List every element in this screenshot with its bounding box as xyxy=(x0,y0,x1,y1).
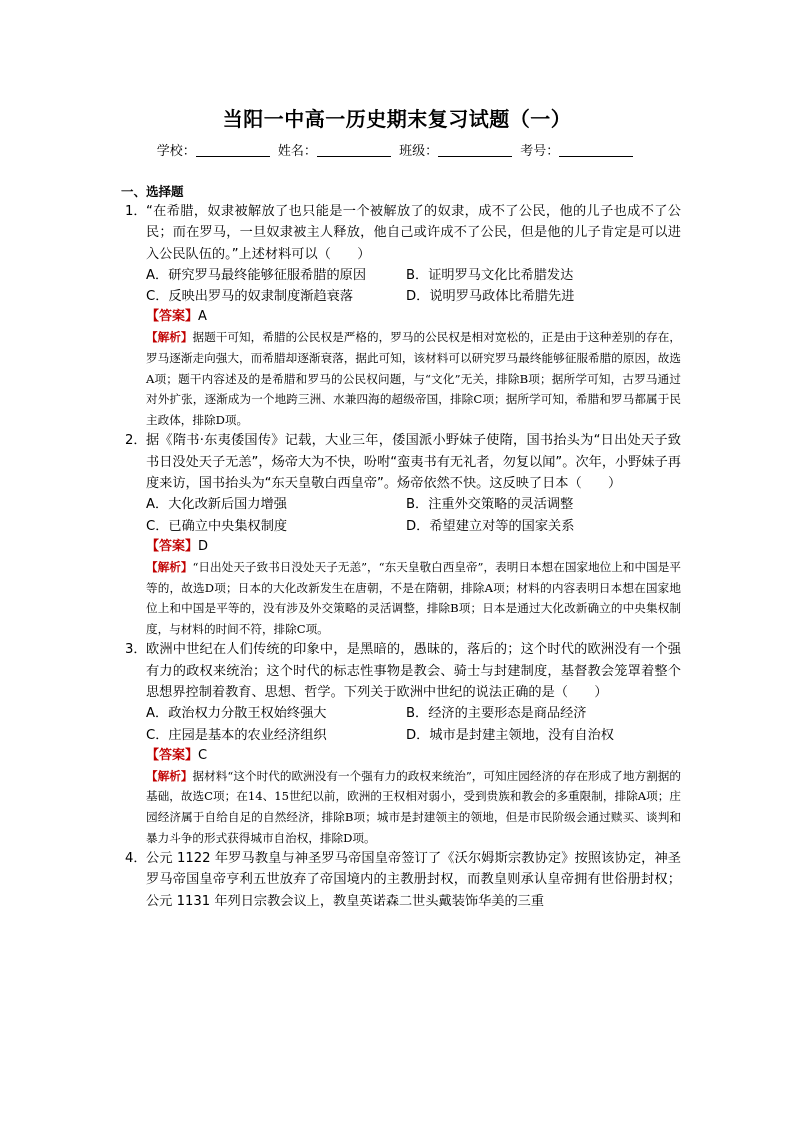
question-number: 2． xyxy=(125,433,147,449)
question-stem: 据《隋书·东夷倭国传》记载，大业三年，倭国派小野妹子使隋，国书抬头为“日出处天子致书日没处天子无恙”，炀帝大为不快，吩咐“蛮夷书有无礼者，勿复以闻”。次年，小野妹子再度来访，国书抬头为“东天皇敬白西皇帝”。炀帝依然不快。这反映了日本（ ） xyxy=(146,433,681,492)
question-stem: “在希腊，奴隶被解放了也只能是一个被解放了的奴隶，成不了公民，他的儿子也成不了公民；而在罗马，一旦奴隶被主人释放，他自己或许成不了公民，但是他的儿子肯定是可以进入公民队伍的。”上述材料可以（ ） xyxy=(146,204,681,262)
analysis-text: “日出处天子致书日没处天子无恙”，“东天皇敬白西皇帝”，表明日本想在国家地位上和中国是平等的，故选D项；日本的大化改新发生在唐朝，不是在隋朝，排除A项；材料的内容表明日本想在国家地位上和中国是平等的，没有涉及外交策略的灵活调整，排除B项；日本是通过大化改新确立的中央集权制度，与材料的时间不符，排除C项。 xyxy=(146,559,681,636)
option-b: B．注重外交策略的灵活调整 xyxy=(406,497,574,513)
question-number: 4． xyxy=(125,851,147,867)
options xyxy=(146,494,681,537)
answer-tag: 【答案】 xyxy=(146,309,199,325)
analysis-tag: 【解析】 xyxy=(146,768,193,783)
class-label: 班级： xyxy=(399,144,439,159)
answer-value: D xyxy=(198,538,209,554)
question-1 xyxy=(121,201,681,430)
option-c: C．已确立中央集权制度 xyxy=(146,518,288,534)
name-blank[interactable] xyxy=(317,144,391,157)
analysis-block xyxy=(146,557,681,639)
analysis-text: 据材料“这个时代的欧洲没有一个强有力的政权来统治”，可知庄园经济的存在形成了地方割据的基础，故选C项；在14、15世纪以前，欧洲的王权相对弱小，受到贵族和教会的多重限制，排除A项；庄园经济属于自给自足的自然经济，排除B项；城市是封建领主的领地，但是市民阶级会通过赎买、谈判和暴力斗争的形式获得城市自治权，排除D项。 xyxy=(146,768,681,845)
question-stem: 欧洲中世纪在人们传统的印象中，是黑暗的，愚昧的，落后的；这个时代的欧洲没有一个强有力的政权来统治；这个时代的标志性事物是教会、骑士与封建制度，基督教会笼罩着整个思想界控制着教育、思想、哲学。下列关于欧洲中世纪的说法正确的是（ ） xyxy=(146,642,681,700)
options xyxy=(146,703,681,746)
analysis-block xyxy=(146,766,681,848)
answer-tag: 【答案】 xyxy=(146,747,199,763)
question-3 xyxy=(121,639,681,848)
option-a: A．大化改新后国力增强 xyxy=(146,497,287,513)
option-b: B．证明罗马文化比希腊发达 xyxy=(406,267,574,283)
analysis-tag: 【解析】 xyxy=(146,559,193,574)
question-stem: 公元 1122 年罗马教皇与神圣罗马帝国皇帝签订了《沃尔姆斯宗教协定》按照该协定，神圣罗马帝国皇帝亨利五世放弃了帝国境内的主教册封权，而教皇则承认皇帝拥有世俗册封权；公元 1131 年列日宗教会议上，教皇英诺森二世头戴装饰华美的三重 xyxy=(146,851,681,909)
section-heading: 一、选择题 xyxy=(121,184,184,199)
school-blank[interactable] xyxy=(196,144,270,157)
student-info-line xyxy=(0,140,794,159)
analysis-tag: 【解析】 xyxy=(146,330,193,345)
option-b: B．经济的主要形态是商品经济 xyxy=(406,706,587,722)
class-blank[interactable] xyxy=(438,144,512,157)
page-title: 当阳一中高一历史期末复习试题（一） xyxy=(222,107,572,131)
question-number: 1． xyxy=(125,204,147,219)
option-a: A．政治权力分散王权始终强大 xyxy=(146,706,327,722)
question-2 xyxy=(121,430,681,639)
option-c: C．反映出罗马的奴隶制度渐趋衰落 xyxy=(146,289,354,305)
analysis-text: 据题干可知，希腊的公民权是严格的，罗马的公民权是相对宽松的，正是由于这种差别的存在，罗马逐渐走向强大，而希腊却逐渐衰落，据此可知，该材料可以研究罗马最终能够征服希腊的原因，故选A项；题干内容述及的是希腊和罗马的公民权问题，与“文化”无关，排除B项；据所学可知，古罗马通过对外扩张，逐渐成为一个地跨三洲、水兼四海的超级帝国，排除C项；据所学可知，希腊和罗马都属于民主政体，排除D项。 xyxy=(146,330,681,427)
question-number: 3． xyxy=(125,642,147,658)
answer-value: A xyxy=(198,309,207,325)
analysis-block xyxy=(146,327,681,430)
question-4 xyxy=(121,848,681,912)
options xyxy=(146,265,681,308)
answer-line xyxy=(146,537,681,557)
exam-no-blank[interactable] xyxy=(559,144,633,157)
school-label: 学校： xyxy=(156,144,196,159)
option-d: D．说明罗马政体比希腊先进 xyxy=(406,289,575,305)
exam-no-label: 考号： xyxy=(520,144,560,159)
option-d: D．城市是封建主领地，没有自治权 xyxy=(406,727,614,743)
option-c: C．庄园是基本的农业经济组织 xyxy=(146,727,327,743)
answer-value: C xyxy=(198,747,208,763)
answer-tag: 【答案】 xyxy=(146,538,199,554)
name-label: 姓名： xyxy=(277,144,317,159)
option-d: D．希望建立对等的国家关系 xyxy=(406,518,575,534)
answer-line xyxy=(146,307,681,327)
answer-line xyxy=(146,746,681,766)
option-a: A．研究罗马最终能够征服希腊的原因 xyxy=(146,267,367,283)
question-list xyxy=(121,201,681,912)
